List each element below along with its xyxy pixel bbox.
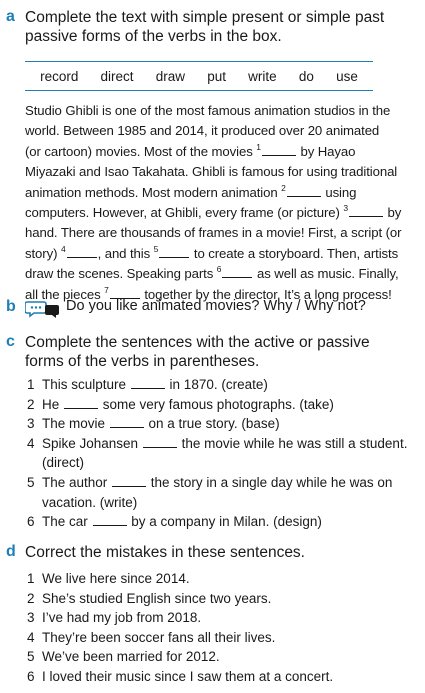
answer-blank[interactable] bbox=[110, 416, 144, 428]
answer-blank[interactable] bbox=[287, 185, 321, 197]
list-item: 3 I’ve had my job from 2018. bbox=[27, 610, 202, 626]
exercise-list bbox=[25, 569, 420, 687]
discussion-question: Do you like animated movies? Why / Why not? bbox=[66, 298, 366, 314]
word-box-item: direct bbox=[100, 68, 134, 84]
blank-number: 6 bbox=[216, 264, 222, 275]
section-instruction: Complete the sentences with the active or passive forms of the verbs in parentheses. bbox=[25, 334, 370, 370]
answer-blank[interactable] bbox=[159, 246, 189, 258]
blank-number: 2 bbox=[281, 182, 286, 193]
blank-number: 5 bbox=[153, 243, 159, 254]
list-item: 1 We live here since 2014. bbox=[27, 571, 190, 586]
list-item: 3 The movie on a true story. (base) bbox=[27, 416, 280, 432]
reading-paragraph: Studio Ghibli is one of the most famous animation studios in the world. Between 1985 and 2014, it produced over 20 animated (or cartoon) movies. Most of the movies $^1$ by Hayao Miyazaki and Isao Takahata. Ghibli is famous for using traditional animation methods. Most modern animation $^2$ using computers. However, at Ghibli, every frame (or picture) $^3$ by hand. There are thousands of frames in a movie! First, a script (or story) $^4$ , and this $^5$ to create a storyboard. Then, artists draw the scenes. Speaking parts $^6$ as well as music. Finally, all the pieces $^7$ together by the director. It’s a long process! bbox=[25, 103, 402, 302]
list-item: 4 They’re been soccer fans all their lives. bbox=[27, 629, 276, 645]
answer-blank[interactable] bbox=[112, 475, 146, 487]
answer-blank[interactable] bbox=[349, 205, 383, 217]
word-box-item: write bbox=[248, 68, 277, 84]
list-item: 6 I loved their music since I saw them at a concert. bbox=[27, 668, 334, 684]
section-letter: d bbox=[6, 543, 16, 560]
blank-number: 7 bbox=[104, 284, 109, 295]
answer-blank[interactable] bbox=[93, 514, 127, 526]
list-item: 2 He some very famous photographs. (take) bbox=[27, 396, 334, 412]
section-b bbox=[0, 298, 425, 320]
section-letter: a bbox=[6, 8, 15, 25]
section-instruction: Complete the text with simple present or simple past passive forms of the verbs in the box. bbox=[25, 9, 385, 45]
section-letter: c bbox=[6, 333, 15, 350]
answer-blank[interactable] bbox=[110, 287, 140, 299]
list-item: 1 This sculpture in 1870. (create) bbox=[27, 377, 268, 392]
list-item: 6 The car by a company in Milan. (design) bbox=[27, 514, 322, 530]
exercise-list bbox=[25, 375, 420, 532]
word-box-item: record bbox=[40, 68, 79, 84]
section-letter: b bbox=[6, 298, 16, 315]
word-box-item: do bbox=[298, 68, 314, 84]
blank-number: 4 bbox=[60, 243, 66, 254]
list-item: 2 She’s studied English since two years. bbox=[27, 590, 272, 606]
blank-number: 1 bbox=[256, 141, 261, 152]
word-box bbox=[25, 61, 373, 91]
section-instruction: Correct the mistakes in these sentences. bbox=[25, 544, 305, 561]
blank-number: 3 bbox=[343, 203, 348, 214]
list-item: 4 Spike Johansen the movie while he was still a student. (direct) bbox=[27, 435, 408, 471]
answer-blank[interactable] bbox=[131, 377, 165, 389]
word-box-item: draw bbox=[155, 68, 186, 84]
answer-blank[interactable] bbox=[222, 266, 252, 278]
list-item: 5 We’ve been married for 2012. bbox=[27, 649, 220, 665]
section-c bbox=[0, 333, 425, 538]
speech-bubbles-icon bbox=[25, 300, 61, 318]
word-box-item: put bbox=[207, 68, 226, 84]
section-d bbox=[0, 543, 425, 688]
answer-blank[interactable] bbox=[143, 436, 177, 448]
answer-blank[interactable] bbox=[67, 246, 97, 258]
list-item: 5 The author the story in a single day while he was on vacation. (write) bbox=[27, 474, 393, 510]
answer-blank[interactable] bbox=[262, 144, 296, 156]
answer-blank[interactable] bbox=[64, 397, 98, 409]
word-box-item: use bbox=[336, 68, 358, 84]
